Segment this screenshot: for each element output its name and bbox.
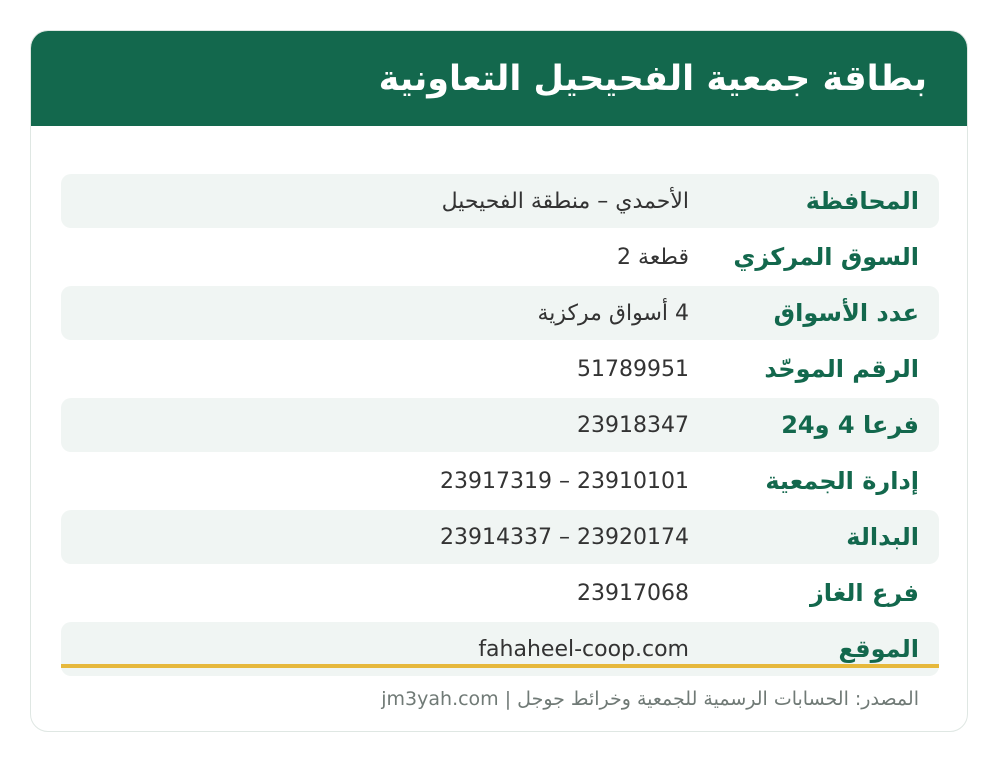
accent-divider bbox=[61, 664, 939, 668]
row-administration bbox=[61, 454, 939, 508]
row-value: الأحمدي – منطقة الفحيحيل bbox=[441, 188, 689, 214]
row-central-market bbox=[61, 230, 939, 284]
row-value: 23918347 bbox=[577, 412, 689, 438]
row-value: 4 أسواق مركزية bbox=[537, 300, 689, 326]
row-label: الرقم الموحّد bbox=[764, 355, 919, 383]
row-value: 23914337 – 23920174 bbox=[440, 524, 689, 550]
row-label: السوق المركزي bbox=[733, 243, 919, 271]
row-switchboard bbox=[61, 510, 939, 564]
row-label: فرع الغاز bbox=[809, 579, 919, 607]
row-label: الموقع bbox=[838, 635, 919, 663]
row-value: 51789951 bbox=[577, 356, 689, 382]
row-value: 23917319 – 23910101 bbox=[440, 468, 689, 494]
info-rows bbox=[61, 174, 939, 678]
row-branches bbox=[61, 398, 939, 452]
row-label: عدد الأسواق bbox=[773, 299, 919, 327]
row-label: إدارة الجمعية bbox=[765, 467, 919, 495]
source-note: المصدر: الحسابات الرسمية للجمعية وخرائط جوجل | jm3yah.com bbox=[381, 688, 919, 710]
card-header bbox=[31, 31, 967, 126]
row-label: المحافظة bbox=[805, 187, 919, 215]
row-value: قطعة 2 bbox=[617, 244, 689, 270]
row-markets-count bbox=[61, 286, 939, 340]
website-link[interactable]: fahaheel-coop.com bbox=[478, 636, 689, 662]
row-gas-branch bbox=[61, 566, 939, 620]
info-card bbox=[30, 30, 968, 732]
row-label: فرعا 4 و24 bbox=[781, 411, 919, 439]
row-unified-number bbox=[61, 342, 939, 396]
row-value: 23917068 bbox=[577, 580, 689, 606]
row-label: البدالة bbox=[846, 523, 919, 551]
card-title: بطاقة جمعية الفحيحيل التعاونية bbox=[378, 58, 927, 99]
row-value bbox=[61, 637, 689, 662]
row-governorate bbox=[61, 174, 939, 228]
